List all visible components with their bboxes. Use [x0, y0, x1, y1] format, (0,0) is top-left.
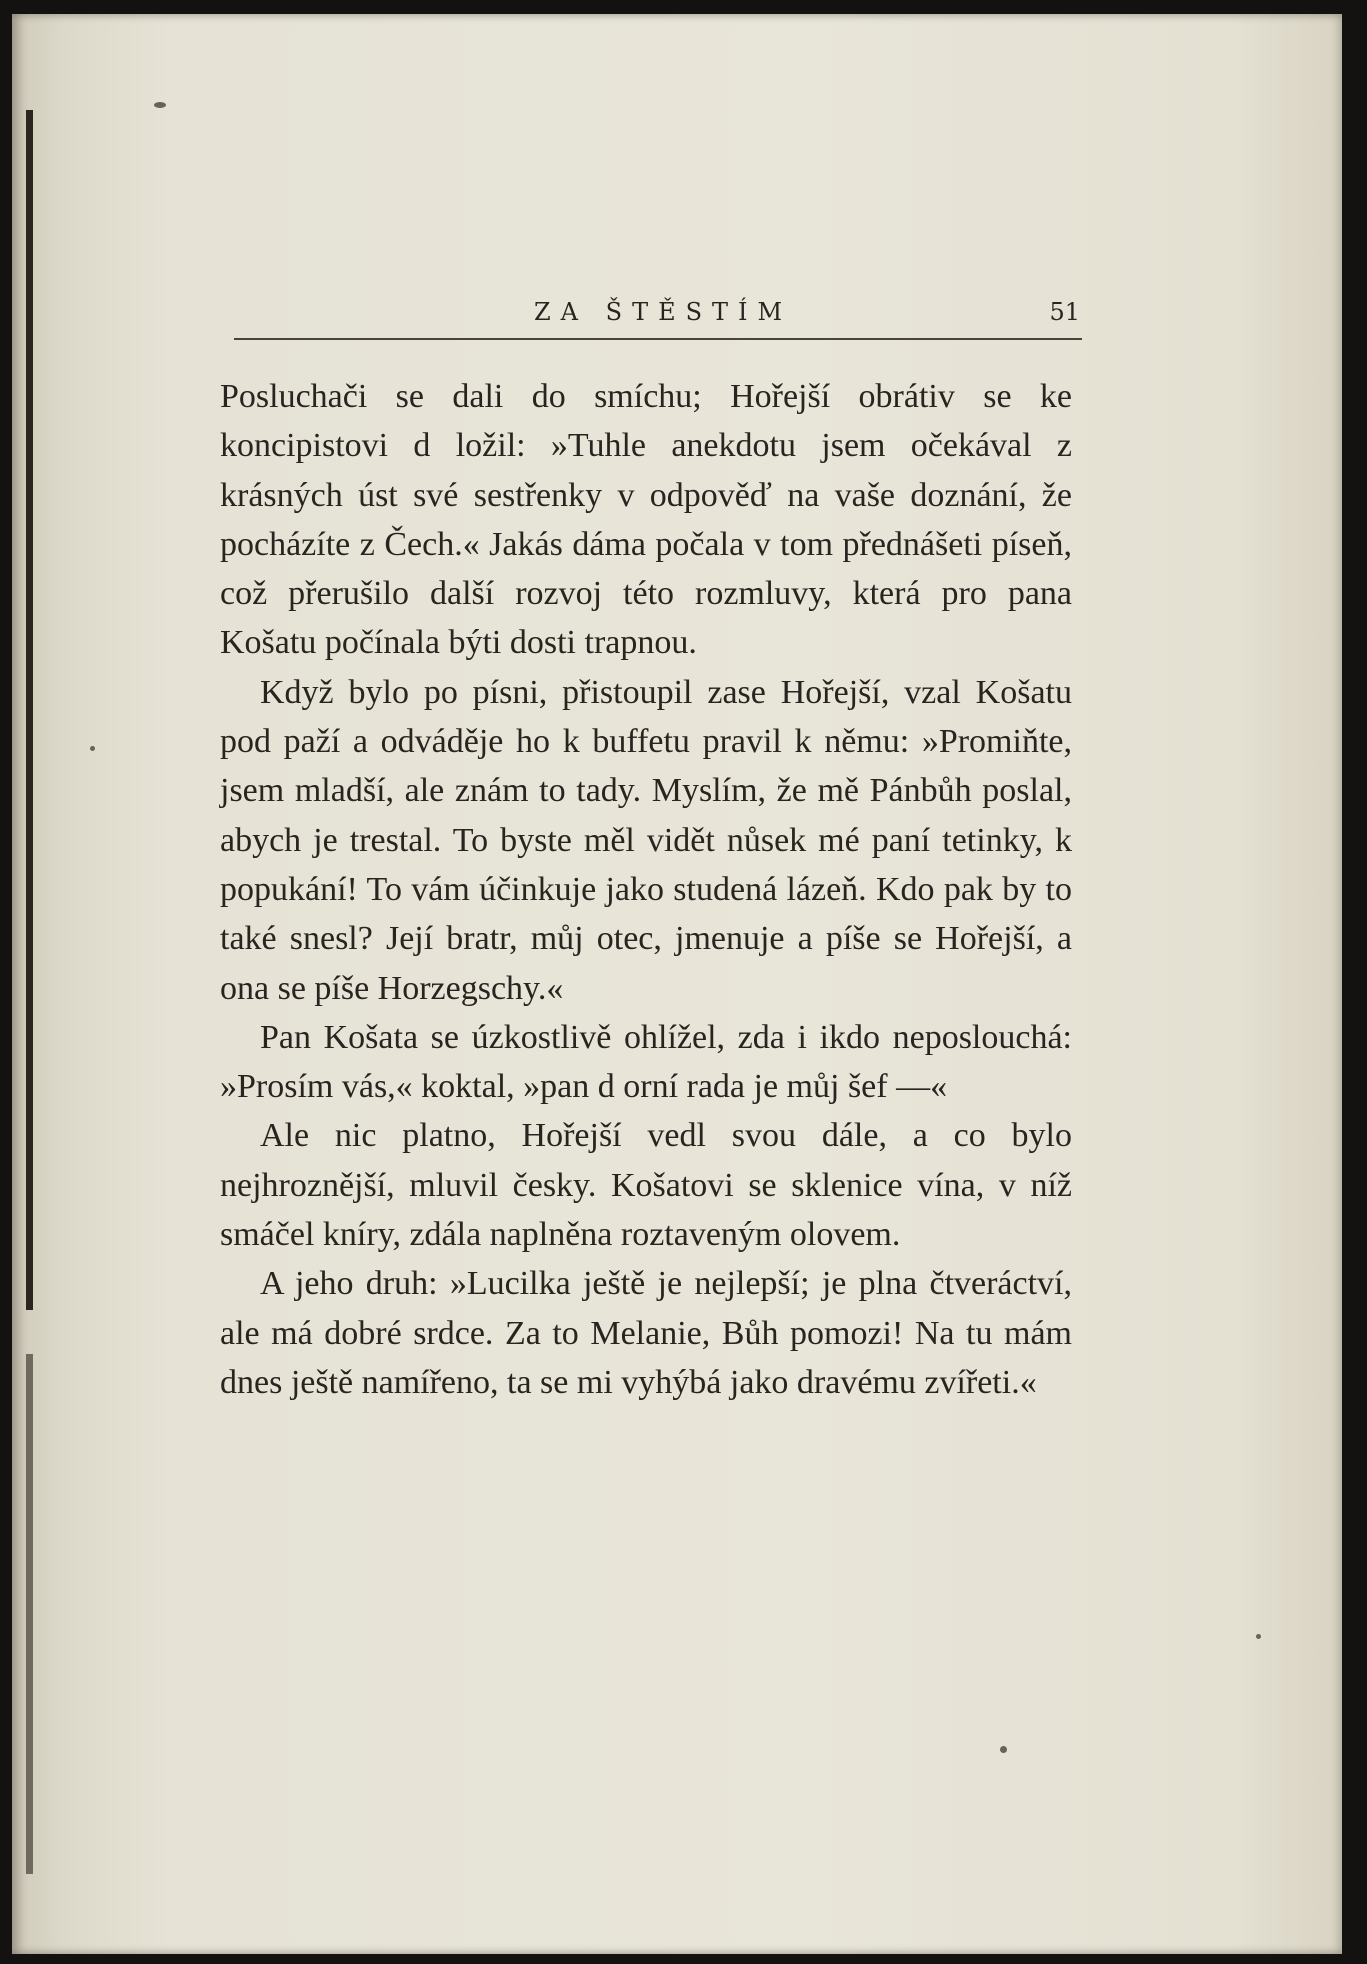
paragraph: Ale nic platno, Hořejší vedl svou dále, a co bylo nejhroznější, mluvil česky. Košatovi se sklenice vína, v níž smáčel kníry, zdála naplněna roztaveným olovem. [220, 1117, 1072, 1254]
paper-speck [1256, 1634, 1261, 1639]
page-number: 51 [1049, 298, 1080, 326]
running-title: ZA ŠTĚSTÍM [534, 298, 793, 326]
paragraph: A jeho druh: »Lucilka ještě je nejlepší; je plna čtveráctví, ale má dobré srdce. Za to Melanie, Bůh pomozi! Na tu mám dnes ještě namířeno, ta se mi vyhýbá jako dravému zvířeti.« [220, 1265, 1072, 1401]
paper-speck [1000, 1746, 1007, 1753]
page-edge-mark [26, 1354, 33, 1874]
page-header [234, 294, 1082, 340]
paper-speck [90, 746, 95, 751]
page-edge-mark [26, 110, 33, 1310]
body-text [220, 372, 1072, 1407]
paragraph: Pan Košata se úzkostlivě ohlížel, zda i ikdo neposlouchá: »Prosím vás,« koktal, »pan d orní rada je můj šef —« [220, 1018, 1072, 1106]
paragraph: Posluchači se dali do smíchu; Hořejší obrátiv se ke koncipistovi d ložil: »Tuhle anekdotu jsem očekával z krásných úst své sestřenky v odpověď na vaše doznání, že pocházíte z Čech.« Jakás dáma počala v tom přednášeti píseň, což přerušilo další rozvoj této rozmluvy, která pro pana Košatu počínala býti dosti trapnou. [220, 378, 1072, 662]
paper-speck [154, 102, 166, 108]
paragraph: Když bylo po písni, přistoupil zase Hořejší, vzal Košatu pod paží a odváděje ho k buffetu pravil k němu: »Promiňte, jsem mladší, ale znám to tady. Myslím, že mě Pánbůh poslal, abych je trestal. To byste měl vidět nůsek mé paní tetinky, k popukání! To vám účinkuje jako studená lázeň. Kdo pak by to také snesl? Její bratr, můj otec, jmenuje a píše se Hořejší, a ona se píše Horzegschy.« [220, 673, 1072, 1007]
